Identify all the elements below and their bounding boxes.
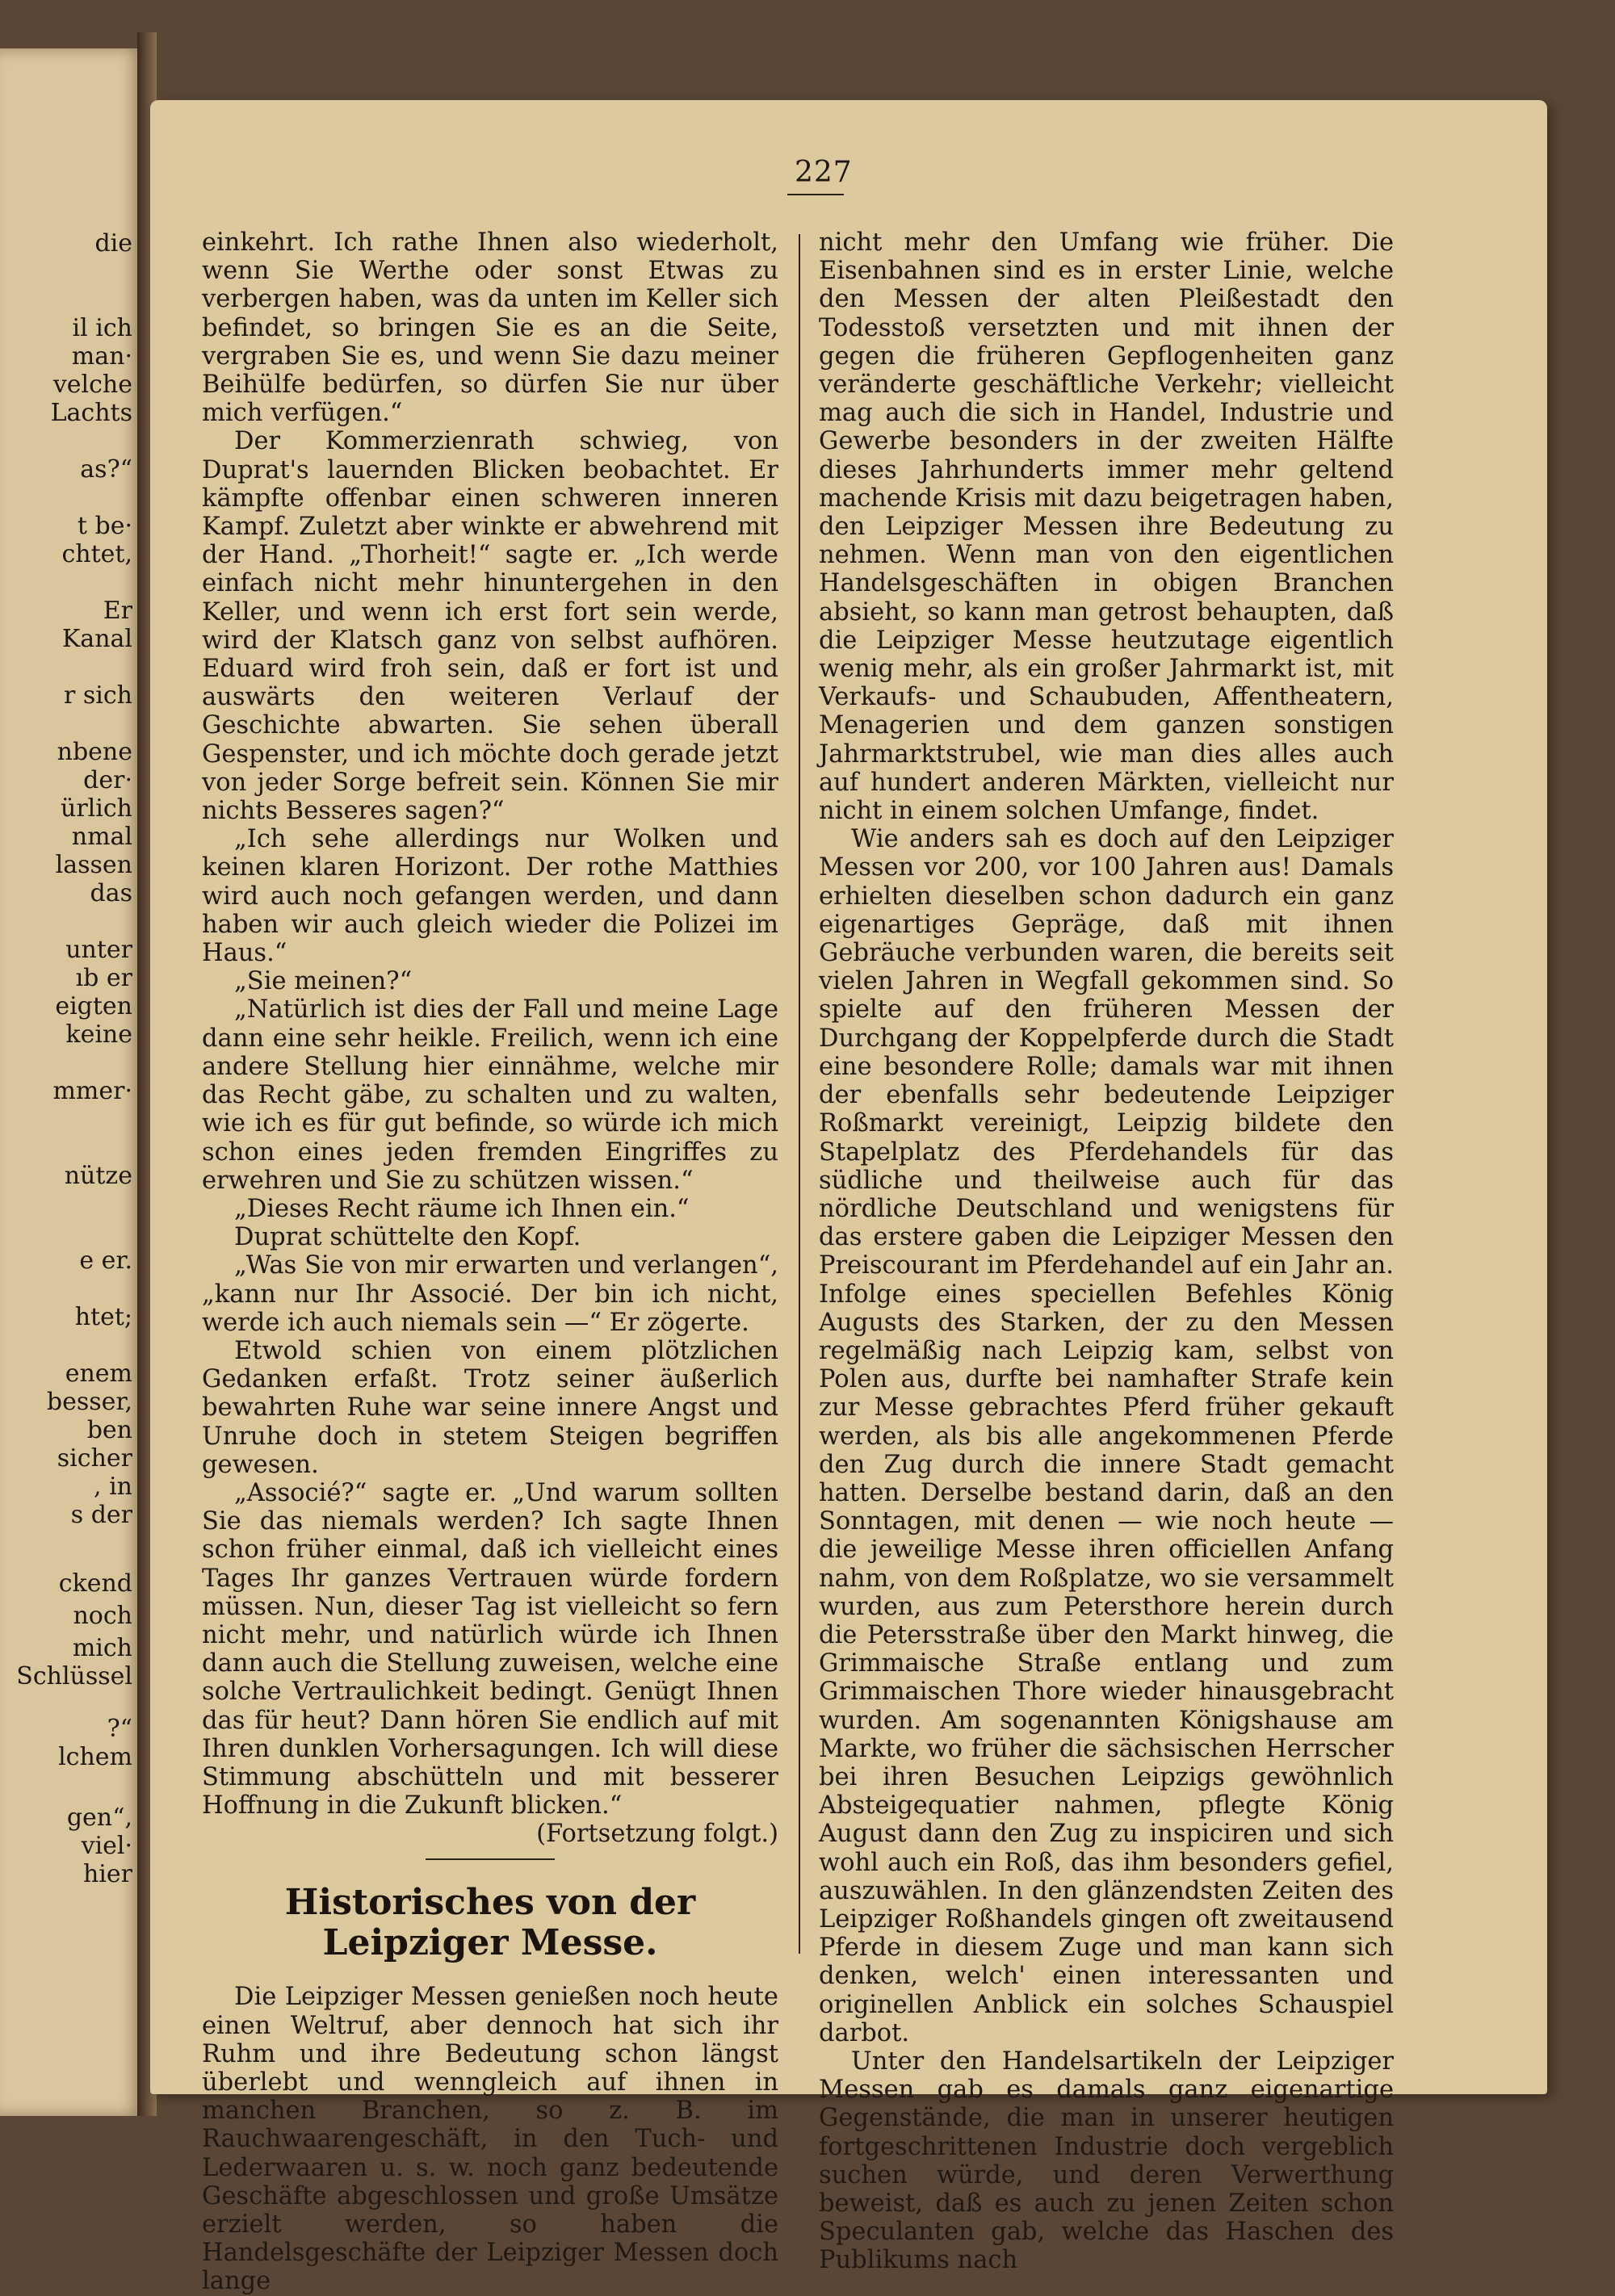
margin-fragment: unter [65, 936, 132, 964]
margin-fragment: ürlich [61, 794, 132, 823]
paragraph: Unter den Handelsartikeln der Leipziger Messen gab es damals ganz eigenartige Gegenstände, die man in unserer heutigen fortgeschrittenen Industrie doch vergeblich suchen würde, und deren Verwerthung beweist, daß es auch zu jenen Zeiten schon Speculanten gab, welche das Haschen des Publikums nach [819, 2047, 1394, 2275]
paragraph: „Was Sie von mir erwarten und verlangen“, „kann nur Ihr Associé. Der bin ich nicht, werde ich auch niemals sein —“ Er zögerte. [202, 1251, 778, 1337]
paragraph: „Sie meinen?“ [234, 967, 413, 996]
margin-fragment: nmal [71, 823, 132, 851]
margin-fragment: ckend [58, 1569, 132, 1598]
margin-fragment: die [94, 229, 132, 258]
continuation-note: (Fortsetzung folgt.) [536, 1820, 778, 1849]
column-left [202, 228, 778, 2296]
paragraph: „Dieses Recht räume ich Ihnen ein.“ [234, 1194, 690, 1223]
margin-fragment: mich [72, 1634, 132, 1662]
paragraph: „Natürlich ist dies der Fall und meine Lage dann eine sehr heikle. Freilich, wenn ich eine andere Stellung hier einnähme, welche mir das Recht gäbe, zu schalten und zu walten, wie ich es für gut befinde, so würde ich mich schon eines jeden fremden Eingriffes zu erwehren und Sie zu schützen wissen.“ [202, 995, 778, 1195]
paragraph [202, 1478, 778, 1849]
margin-fragment: enem [65, 1360, 132, 1388]
margin-fragment: keine [65, 1020, 132, 1049]
section-title: Historisches von der Leipziger Messe. [284, 1882, 696, 1964]
margin-fragment: besser, [46, 1388, 132, 1416]
margin-fragment: r sich [64, 681, 132, 710]
paragraph: Die Leipziger Messen genießen noch heute einen Weltruf, aber dennoch hat sich ihr Ruhm und ihre Bedeutung schon längst überlebt und wenngleich auf ihnen in manchen Branchen, so z. B. im Rauchwaarengeschäft, in den Tuch- und Lederwaaren u. s. w. noch ganz bedeutende Geschäfte abgeschlossen und große Umsätze erzielt werden, so haben die Handelsgeschäfte der Leipziger Messen doch lange [202, 1983, 778, 2296]
margin-fragment: ıb er [75, 964, 132, 992]
margin-fragment: Lachts [50, 399, 132, 427]
margin-fragment: , in [94, 1473, 132, 1501]
margin-fragment: as?“ [80, 455, 132, 484]
margin-fragment: das [90, 879, 132, 907]
margin-fragment: nütze [64, 1162, 132, 1190]
margin-fragment: velche [52, 371, 132, 399]
paragraph: Etwold schien von einem plötzlichen Gedanken erfaßt. Trotz seiner äußerlich bewahrten Ruhe war seine innere Angst und Unruhe doch in stetem Steigen begriffen gewesen. [202, 1336, 778, 1479]
margin-fragment: noch [73, 1602, 132, 1630]
paragraph: nicht mehr den Umfang wie früher. Die Eisenbahnen sind es in erster Linie, welche den Messen der alten Pleißestadt den Todesstoß versetzten und mit ihnen der gegen die früheren Gepflogenheiten ganz veränderte geschäftliche Verkehr; vielleicht mag auch die sich in Handel, Industrie und Gewerbe besonders in der zweiten Hälfte dieses Jahrhunderts immer mehr geltend machende Krisis mit dazu beigetragen haben, den Leipziger Messen ihre Bedeutung zu nehmen. Wenn man von den eigentlichen Handelsgeschäften in obigen Branchen absieht, so kann man getrost behaupten, daß die Leipziger Messe heutzutage eigentlich wenig mehr, als ein großer Jahrmarkt ist, mit Verkaufs- und Schaubuden, Affentheatern, Menagerien und dem ganzen sonstigen Jahrmarktstrubel, wie man dies alles auch auf hundert anderen Märkten, vielleicht nur nicht in einem solchen Umfange, findet. [819, 228, 1394, 826]
margin-fragment: mmer· [52, 1077, 132, 1105]
paragraph: einkehrt. Ich rathe Ihnen also wiederholt, wenn Sie Werthe oder sonst Etwas zu verbergen haben, was da unten im Keller sich befindet, so bringen Sie es an die Seite, vergraben Sie es, und wenn Sie dazu meiner Beihülfe bedürfen, so dürfen Sie nur über mich verfügen.“ [202, 228, 778, 428]
left-page-edge [0, 48, 144, 2116]
margin-fragment: e er. [79, 1246, 132, 1275]
paragraph: Der Kommerzienrath schwieg, von Duprat's lauernden Blicken beobachtet. Er kämpfte offenbar einen schweren inneren Kampf. Zuletzt aber winkte er abwehrend mit der Hand. „Thorheit!“ sagte er. „Ich werde einfach nicht mehr hinuntergehen in den Keller, und wenn ich erst fort sein werde, wird der Klatsch ganz von selbst aufhören. Eduard wird froh sein, daß er fort ist und auswärts den weiteren Verlauf der Geschichte abwarten. Sie sehen überall Gespenster, und ich möchte doch gerade jetzt von jeder Sorge befreit sein. Können Sie mir nichts Besseres sagen?“ [202, 427, 778, 826]
page-number-rule [787, 194, 844, 195]
margin-fragment: Schlüssel [16, 1662, 132, 1691]
margin-fragment: lchem [58, 1743, 132, 1771]
margin-fragment: t be· [77, 512, 132, 540]
margin-fragment: eigten [55, 992, 132, 1020]
column-divider [799, 234, 800, 1954]
margin-fragment: viel· [81, 1832, 132, 1860]
margin-fragment: nbene [57, 738, 132, 766]
margin-fragment: sicher [57, 1444, 132, 1473]
paragraph: Wie anders sah es doch auf den Leipziger Messen vor 200, vor 100 Jahren aus! Damals erhielten dieselben schon dadurch ein ganz eigenartiges Gepräge, daß mit ihnen Gebräuche verbunden waren, die bereits seit vielen Jahren in Wegfall gekommen sind. So spielte auf den früheren Messen der Durchgang der Koppelpferde durch die Stadt eine besondere Rolle; damals war mit ihnen der ebenfalls sehr bedeutende Leipziger Roßmarkt vereinigt, Leipzig bildete den Stapelplatz des Pferdehandels für das südliche und theilweise auch für das nördliche Deutschland und wenigstens für das erstere gaben die Leipziger Messen den Preiscourant im Pferdehandel auf ein Jahr an. Infolge eines speciellen Befehles König Augusts des Starken, der zu den Messen regelmäßig nach Leipzig kam, selbst von Polen aus, durfte bei namhafter Strafe kein zur Messe gebrachtes Pferd früher gekauft werden, als bis alle angekommenen Pferde den Zug durch die innere Stadt gemacht hatten. Derselbe bestand darin, daß an den Sonntagen, mit denen — wie noch heute — die jeweilige Messe ihren officiellen Anfang nahm, von dem Roßplatze, wo sie versammelt wurden, aus zum Petersthore herein durch die Petersstraße über den Markt hinweg, die Grimmaische Straße entlang und zum Grimmaischen Thore wieder hinausgebracht wurden. Am sogenannten Königshause am Markte, wo früher die sächsischen Herrscher bei ihren Besuchen Leipzigs gewöhnlich Absteigequatier nahmen, pflegte König August dann den Zug zu inspiciren und sich wohl auch ein Roß, das ihm besonders gefiel, auszuwählen. In den glänzendsten Zeiten des Leipziger Roßhandels gingen oft zweitausend Pferde in diesem Zuge und man kann sich denken, welch' einen interessanten und originellen Anblick ein solches Schauspiel darbot. [819, 825, 1394, 2047]
page-number: 227 [795, 156, 853, 189]
section-rule [426, 1858, 555, 1860]
paragraph: Duprat schüttelte den Kopf. [234, 1223, 581, 1252]
paragraph-text: „Associé?“ sagte er. „Und warum sollten Sie das niemals werden? Ich sagte Ihnen schon früher einmal, daß ich vielleicht eines Tages Ihr ganzes Vertrauen würde fordern müssen. Nun, dieser Tag ist vielleicht so fern nicht mehr, und natürlich würde ich Ihnen dann auch die Stellung zuweisen, welche eine solche Vertraulichkeit bedingt. Genügt Ihnen das für heut? Dann hören Sie endlich auf mit Ihren dunklen Vorhersagungen. Ich will diese Stimmung abschütteln und mit besserer Hoffnung in die Zukunft blicken.“ [202, 1478, 778, 1820]
margin-fragment: htet; [74, 1303, 132, 1331]
margin-fragment: lassen [55, 851, 132, 879]
margin-fragment: il ich [72, 314, 132, 342]
margin-fragment: ?“ [107, 1715, 132, 1743]
margin-fragment: ben [86, 1416, 132, 1444]
margin-fragment: Kanal [61, 625, 132, 653]
column-right [819, 228, 1394, 2275]
margin-fragment: gen“, [66, 1804, 132, 1832]
paragraph: „Ich sehe allerdings nur Wolken und keinen klaren Horizont. Der rothe Matthies wird auch noch gefangen werden, und dann haben wir auch gleich wieder die Polizei im Haus.“ [202, 825, 778, 968]
margin-fragment: s der [70, 1501, 132, 1529]
margin-fragment: man· [71, 342, 132, 371]
margin-fragment: Er [103, 597, 132, 625]
margin-fragment: der· [83, 766, 132, 794]
margin-fragment: chtet, [61, 540, 132, 568]
margin-fragment: hier [82, 1860, 132, 1888]
